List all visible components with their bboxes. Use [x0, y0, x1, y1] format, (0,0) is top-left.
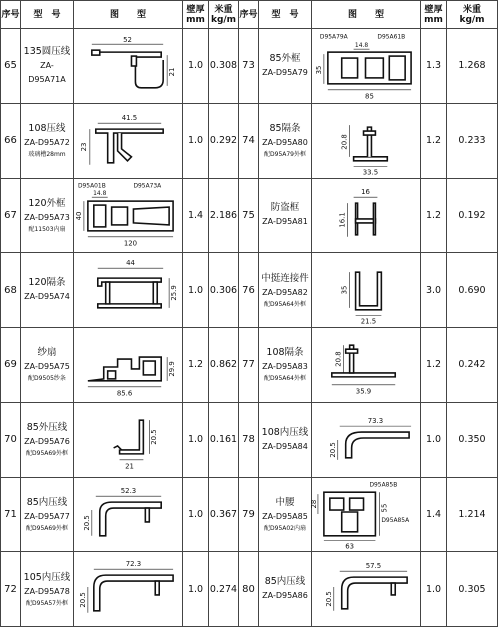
profile-drawing [74, 553, 182, 625]
header-thickness-label: 壁厚 mm [424, 4, 443, 25]
weight-value: 0.308 [209, 29, 239, 104]
thickness-value: 1.2 [421, 103, 447, 178]
model-cell [21, 477, 74, 552]
svg-text:52.3: 52.3 [120, 487, 137, 496]
model-cell [21, 103, 74, 178]
row-number: 65 [1, 29, 21, 104]
table-row [1, 29, 498, 104]
weight-value: 1.214 [447, 477, 498, 552]
profile-code: ZA-D95A72 [24, 138, 70, 148]
header-thickness-label: 壁厚 mm [186, 4, 205, 25]
profile-name: 135圆压线 [23, 45, 71, 57]
svg-text:D95A73A: D95A73A [133, 182, 162, 190]
table-header-row [1, 1, 498, 29]
svg-text:72.3: 72.3 [125, 560, 142, 569]
weight-value: 0.350 [447, 402, 498, 477]
profile-drawing-cell [312, 178, 421, 253]
svg-text:120: 120 [123, 240, 138, 249]
profile-note: 配D95A64外框 [264, 300, 306, 308]
thickness-value: 1.0 [183, 552, 209, 627]
row-number: 79 [239, 477, 259, 552]
profile-drawing [74, 254, 182, 326]
profile-drawing [74, 404, 182, 476]
svg-text:25.9: 25.9 [170, 285, 179, 301]
weight-value: 0.292 [209, 103, 239, 178]
profile-code: ZA-D95A82 [262, 287, 308, 297]
svg-text:29.9: 29.9 [168, 361, 177, 377]
profile-drawing [74, 329, 182, 401]
svg-text:33.5: 33.5 [362, 168, 379, 177]
thickness-value: 1.0 [183, 29, 209, 104]
header-weight [209, 1, 239, 29]
table-row [1, 552, 498, 627]
svg-text:73.3: 73.3 [367, 416, 384, 425]
row-number: 70 [1, 402, 21, 477]
table-row [1, 178, 498, 253]
profile-note: 配11503内扇 [28, 225, 66, 233]
profile-note: 配D95A69外框 [26, 524, 68, 532]
row-number: 72 [1, 552, 21, 627]
thickness-value: 1.4 [421, 477, 447, 552]
profile-note: 配D95A79外框 [264, 151, 306, 159]
profile-drawing [309, 478, 420, 552]
profile-code: ZA-D95A85 [262, 511, 308, 521]
svg-text:20.8: 20.8 [340, 133, 349, 150]
svg-text:16.1: 16.1 [338, 212, 347, 229]
profile-drawing-cell [74, 178, 183, 253]
profile-drawing-cell [312, 402, 421, 477]
row-number: 73 [239, 29, 259, 104]
profile-name: 中挺连接件 [261, 272, 309, 284]
thickness-value: 1.0 [183, 103, 209, 178]
profile-code: ZA-D95A84 [262, 441, 308, 451]
thickness-value: 1.4 [183, 178, 209, 253]
svg-text:20.5: 20.5 [324, 591, 333, 607]
svg-text:21: 21 [168, 67, 177, 77]
profile-drawing-cell [74, 552, 183, 627]
svg-text:85: 85 [365, 92, 374, 101]
profile-note: 配D95A02内扇 [264, 524, 306, 532]
svg-text:20.5: 20.5 [328, 441, 337, 458]
profile-code: ZA-D95A79 [262, 67, 308, 77]
weight-value: 0.690 [447, 253, 498, 328]
profile-code: ZA-D95A83 [262, 362, 308, 372]
profile-name: 105内压线 [23, 571, 71, 583]
model-cell [21, 29, 74, 104]
profile-name: 120外框 [28, 197, 66, 209]
profile-name: 85内压线 [264, 576, 306, 588]
thickness-value: 1.0 [183, 402, 209, 477]
svg-text:44: 44 [126, 259, 135, 268]
profile-code: ZA-D95A73 [24, 212, 70, 222]
profile-drawing-cell [312, 328, 421, 403]
profile-code: ZA-D95A86 [262, 591, 308, 601]
model-cell [259, 477, 312, 552]
profile-code: ZA-D95A78 [24, 586, 70, 596]
profile-name: 108隔条 [266, 347, 304, 359]
profile-code: ZA-D95A74 [24, 292, 70, 302]
weight-value: 0.192 [447, 178, 498, 253]
model-cell [21, 402, 74, 477]
thickness-value: 1.3 [421, 29, 447, 104]
table-row [1, 253, 498, 328]
profile-name: 120隔条 [28, 277, 66, 289]
svg-text:D95A61B: D95A61B [377, 33, 406, 41]
profile-code: ZA-D95A76 [24, 437, 70, 447]
model-cell [21, 178, 74, 253]
profile-drawing [312, 254, 420, 326]
profile-drawing-cell [312, 29, 421, 104]
row-number: 75 [239, 178, 259, 253]
svg-text:28: 28 [309, 500, 318, 509]
weight-value: 0.305 [447, 552, 498, 627]
table-row [1, 328, 498, 403]
row-number: 74 [239, 103, 259, 178]
svg-text:D95A85B: D95A85B [369, 481, 398, 489]
thickness-value: 1.0 [421, 552, 447, 627]
profile-drawing-cell [74, 103, 183, 178]
profile-name: 85外框 [269, 52, 301, 64]
profile-drawing-cell [312, 253, 421, 328]
header-no: 序号 [239, 1, 259, 29]
thickness-value: 1.0 [183, 477, 209, 552]
profile-drawing-cell [312, 552, 421, 627]
thickness-value: 1.2 [183, 328, 209, 403]
header-weight [447, 1, 498, 29]
row-number: 66 [1, 103, 21, 178]
weight-value: 1.268 [447, 29, 498, 104]
svg-text:52: 52 [123, 36, 132, 45]
header-weight-label: 米重 kg/m [459, 4, 485, 25]
weight-value: 0.306 [209, 253, 239, 328]
table-row [1, 402, 498, 477]
svg-text:35.9: 35.9 [355, 387, 372, 396]
row-number: 67 [1, 178, 21, 253]
profile-code: ZA-D95A75 [24, 362, 70, 372]
profile-drawing-cell [74, 328, 183, 403]
svg-text:57.5: 57.5 [365, 562, 382, 571]
svg-text:20.5: 20.5 [78, 592, 87, 608]
profile-drawing [312, 179, 420, 251]
profile-code: ZA-D95A71A [28, 60, 66, 84]
row-number: 77 [239, 328, 259, 403]
row-number: 76 [239, 253, 259, 328]
thickness-value: 3.0 [421, 253, 447, 328]
table-row [1, 103, 498, 178]
weight-value: 0.367 [209, 477, 239, 552]
header-thickness [421, 1, 447, 29]
svg-text:40: 40 [74, 211, 83, 221]
model-cell [259, 103, 312, 178]
profile-drawing [312, 105, 420, 177]
header-no: 序号 [1, 1, 21, 29]
header-weight-label: 米重 kg/m [210, 4, 237, 25]
profile-name: 纱扇 [37, 347, 57, 359]
profile-drawing [312, 404, 420, 476]
header-model: 型 号 [21, 1, 74, 29]
weight-value: 0.233 [447, 103, 498, 178]
profile-name: 85外压线 [26, 422, 68, 434]
profile-name: 108内压线 [261, 426, 309, 438]
header-model: 型 号 [259, 1, 312, 29]
thickness-value: 1.0 [421, 402, 447, 477]
svg-text:21.5: 21.5 [360, 317, 377, 326]
profile-name: 85内压线 [26, 496, 68, 508]
profile-name: 108压线 [28, 123, 66, 135]
row-number: 69 [1, 328, 21, 403]
svg-text:D95A01B: D95A01B [77, 182, 106, 190]
svg-text:20.5: 20.5 [150, 428, 159, 445]
profile-drawing [74, 478, 182, 550]
svg-text:20.5: 20.5 [82, 515, 91, 532]
profile-drawing [312, 553, 420, 625]
svg-text:23: 23 [79, 142, 88, 151]
svg-text:20.8: 20.8 [334, 351, 343, 367]
profile-name: 85隔条 [269, 123, 301, 135]
profile-note: 玻璃槽28mm [28, 151, 66, 159]
model-cell [21, 552, 74, 627]
profile-note: 配D95A69外框 [26, 450, 68, 458]
profile-drawing-cell [309, 477, 421, 552]
header-figure: 图 型 [74, 1, 183, 29]
profile-drawing-cell [74, 402, 183, 477]
profile-note: 配D95A64外框 [264, 375, 306, 383]
profile-note: 配D95A57外框 [26, 599, 68, 607]
model-cell [259, 552, 312, 627]
profile-drawing [312, 30, 420, 102]
row-number: 78 [239, 402, 259, 477]
model-cell [259, 253, 312, 328]
model-cell [21, 328, 74, 403]
row-number: 68 [1, 253, 21, 328]
model-cell [21, 253, 74, 328]
profile-name: 中腰 [275, 496, 295, 508]
model-cell [259, 178, 312, 253]
model-cell [259, 402, 312, 477]
svg-text:D95A79A: D95A79A [319, 33, 348, 41]
profile-drawing [74, 179, 182, 251]
profile-note: 配D9505纱条 [28, 375, 66, 383]
profile-code: ZA-D95A77 [24, 511, 70, 521]
weight-value: 0.274 [209, 552, 239, 627]
row-number: 71 [1, 477, 21, 552]
profile-drawing-cell [74, 29, 183, 104]
profile-drawing [74, 105, 182, 177]
svg-text:16: 16 [361, 188, 370, 197]
model-cell [259, 328, 312, 403]
thickness-value: 1.0 [183, 253, 209, 328]
svg-text:35: 35 [340, 285, 349, 295]
profile-drawing-cell [74, 253, 183, 328]
svg-text:55: 55 [380, 504, 389, 513]
table-row [1, 477, 498, 552]
thickness-value: 1.2 [421, 178, 447, 253]
profile-code: ZA-D95A80 [262, 138, 308, 148]
row-number: 80 [239, 552, 259, 627]
header-figure: 图 型 [312, 1, 421, 29]
profile-drawing [74, 30, 182, 102]
thickness-value: 1.2 [421, 328, 447, 403]
profile-name: 防盗框 [270, 202, 300, 214]
profile-drawing-cell [312, 103, 421, 178]
svg-text:41.5: 41.5 [121, 113, 138, 122]
profile-drawing-cell [74, 477, 183, 552]
weight-value: 0.862 [209, 328, 239, 403]
header-thickness [183, 1, 209, 29]
svg-text:85.6: 85.6 [116, 389, 133, 398]
svg-text:14.8: 14.8 [93, 190, 107, 198]
svg-text:63: 63 [345, 543, 355, 552]
svg-text:14.8: 14.8 [354, 42, 369, 50]
svg-text:35: 35 [314, 65, 323, 75]
model-cell [259, 29, 312, 104]
weight-value: 0.242 [447, 328, 498, 403]
weight-value: 2.186 [209, 178, 239, 253]
weight-value: 0.161 [209, 402, 239, 477]
profile-drawing [312, 329, 420, 401]
svg-text:D95A85A: D95A85A [381, 517, 410, 525]
profile-code: ZA-D95A81 [262, 217, 308, 227]
svg-text:21: 21 [125, 462, 134, 471]
